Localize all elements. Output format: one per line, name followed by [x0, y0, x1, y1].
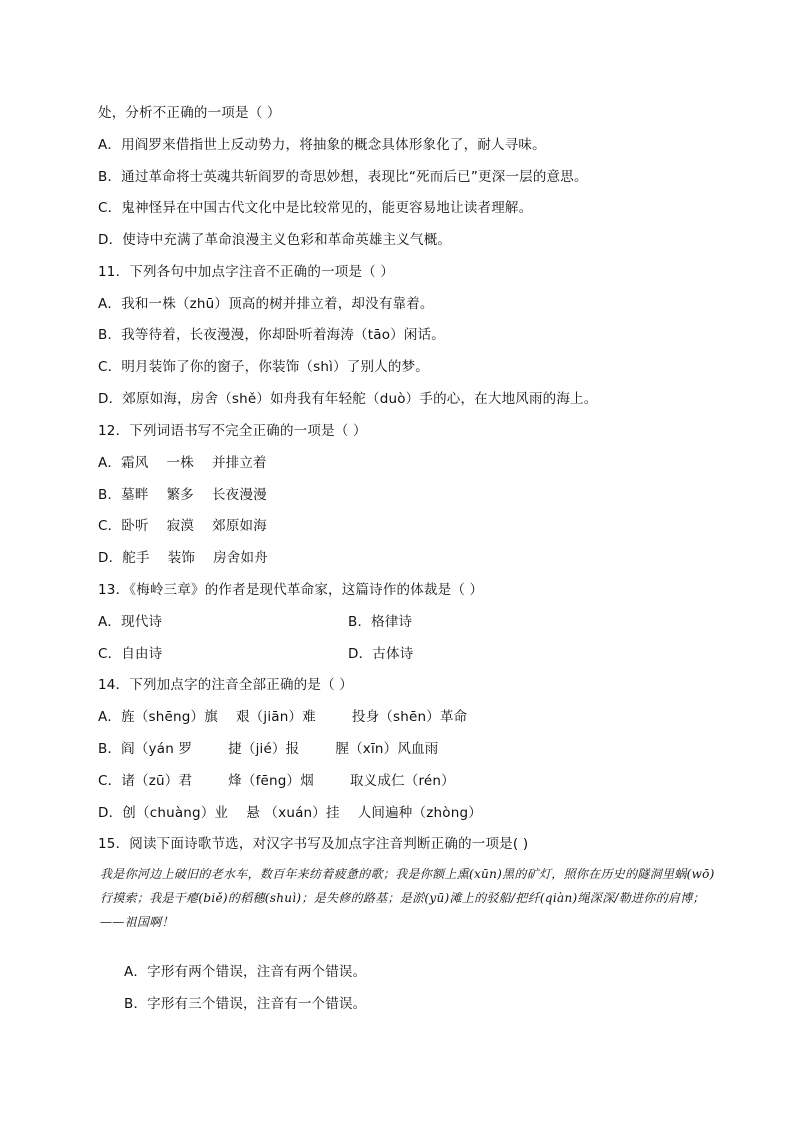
q12-option-c-word3: 郊原如海	[212, 518, 267, 534]
q12-option-d-word3: 房舍如舟	[213, 550, 268, 566]
q15-poem-passage: 我是你河边上破旧的老水车，数百年来纺着疲惫的歌；我是你额上熏(xūn)黑的矿灯，照你在历史的隧洞里蜗(wō)行摸索；我是干瘪(biě)的稻穗(shuì)；是失修的路基；是淤(yū)滩上的驳船/把纤(qiàn)绳深深/勒进你的肩博；——祖国啊！	[100, 867, 715, 929]
q14-option-d	[98, 804, 482, 822]
q12-option-b-word1: B．墓畔	[98, 487, 149, 503]
q14-option-c-word1: C．诸（zū）君	[98, 773, 193, 789]
q11-option-b: B．我等待着，长夜漫漫，你却卧听着海涛（tāo）闲话。	[98, 327, 445, 343]
q14-option-b-word3: 腥（xīn）风血雨	[335, 741, 439, 757]
q11-option-d: D．郊原如海，房舍（shě）如舟我有年轻舵（duò）手的心，在大地风雨的海上。	[98, 391, 598, 407]
q12-option-a	[98, 454, 267, 472]
q13-option-b: B．格律诗	[348, 614, 413, 630]
q14-option-d-word1: D．创（chuàng）业	[98, 805, 229, 821]
q14-option-b-word1: B．阎（yán 罗	[98, 741, 193, 757]
q14-option-a-word1: A．旌（shēng）旗	[98, 709, 218, 725]
q13-stem: 13．《梅岭三章》的作者是现代革命家，这篇诗作的体裁是（ ）	[98, 582, 484, 598]
q10-option-d: D．使诗中充满了革命浪漫主义色彩和革命英雄主义气概。	[98, 232, 452, 248]
q10-option-c: C．鬼神怪异在中国古代文化中是比较常见的，能更容易地让读者理解。	[98, 200, 533, 216]
q14-option-b	[98, 740, 439, 758]
q14-option-a-word3: 投身（shēn）革命	[351, 709, 468, 725]
q10-option-b: B．通过革命将士英魂共斩阎罗的奇思妙想，表现比“死而后已”更深一层的意思。	[98, 169, 588, 185]
q14-option-c-word2: 烽（fēng）烟	[228, 773, 314, 789]
q14-option-a-word2: 艰（jiān）难	[235, 709, 316, 725]
q14-option-c-word3: 取义成仁（rén）	[349, 773, 455, 789]
q12-stem: 12．下列词语书写不完全正确的一项是（ ）	[98, 423, 367, 439]
q11-option-c: C．明月装饰了你的窗子，你装饰（shì）了别人的梦。	[98, 359, 429, 375]
q12-option-d-word1: D．舵手	[98, 550, 150, 566]
q12-option-b-word2: 繁多	[166, 487, 194, 503]
q11-option-a: A．我和一株（zhū）顶高的树并排立着，却没有靠着。	[98, 296, 434, 312]
q12-option-b-word3: 长夜漫漫	[211, 487, 267, 503]
q10-stem-tail: 处，分析不正确的一项是（ ）	[98, 105, 281, 121]
q15-option-a: A．字形有两个错误，注音有两个错误。	[124, 964, 367, 980]
q15-option-b: B．字形有三个错误，注音有一个错误。	[124, 996, 367, 1012]
q12-option-b	[98, 486, 267, 504]
q12-option-c-word2: 寂漠	[166, 518, 195, 534]
q14-option-c	[98, 772, 455, 790]
q14-stem: 14．下列加点字的注音全部正确的是（ ）	[98, 677, 353, 693]
q12-option-c	[98, 517, 267, 535]
q12-option-d	[98, 549, 268, 567]
q12-option-c-word1: C．卧听	[98, 518, 149, 534]
q14-option-b-word2: 捷（jié）报	[228, 741, 300, 757]
q15-stem: 15．阅读下面诗歌节选，对汉字书写及加点字注音判断正确的一项是( )	[98, 836, 529, 852]
q13-option-c: C．自由诗	[98, 646, 163, 662]
q12-option-d-word2: 装饰	[167, 550, 196, 566]
q13-option-d: D．古体诗	[348, 646, 414, 662]
q13-option-a: A．现代诗	[98, 614, 163, 630]
q14-option-a	[98, 708, 467, 726]
q12-option-a-word1: A．霜风	[98, 455, 149, 471]
q10-option-a: A．用阎罗来借指世上反动势力，将抽象的概念具体形象化了，耐人寻味。	[98, 137, 546, 153]
q12-option-a-word3: 并排立着	[211, 455, 267, 471]
q14-option-d-word2: 悬 （xuán）挂	[246, 805, 340, 821]
q14-option-d-word3: 人间遍种（zhòng）	[357, 805, 482, 821]
q12-option-a-word2: 一株	[166, 455, 194, 471]
q11-stem: 11．下列各句中加点字注音不正确的一项是（ ）	[98, 264, 395, 280]
